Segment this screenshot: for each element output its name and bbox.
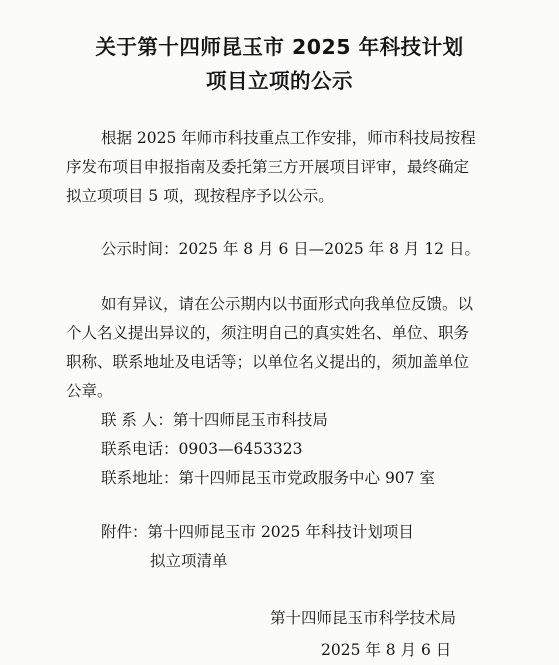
contact-address-value: 第十四师昆玉市党政服务中心 907 室 <box>178 469 435 487</box>
signature-date: 2025 年 8 月 6 日 <box>321 641 452 659</box>
contact-phone-label: 联系电话： <box>101 440 179 458</box>
contact-address-row <box>101 468 435 488</box>
document-title-line2: 项目立项的公示 <box>206 69 353 93</box>
contact-person-row <box>101 410 328 430</box>
attachment-line1: 第十四师昆玉市 2025 年科技计划项目 <box>147 523 414 541</box>
paragraph1-line3: 拟立项项目 5 项，现按程序予以公示。 <box>66 187 334 205</box>
contact-address-label: 联系地址： <box>101 469 179 487</box>
contact-person-label: 联 系 人： <box>101 411 173 429</box>
contact-person-value: 第十四师昆玉市科技局 <box>172 411 328 429</box>
contact-phone-value: 0903—6453323 <box>178 440 303 458</box>
contact-phone-row <box>101 439 303 459</box>
publicity-period: 公示时间：2025 年 8 月 6 日—2025 年 8 月 12 日。 <box>101 240 480 258</box>
paragraph1-line1: 根据 2025 年师市科技重点工作安排，师市科技局按程 <box>101 129 476 147</box>
attachment-label: 附件： <box>101 523 148 541</box>
paragraph2-line2: 个人名义提出异议的，须注明自己的真实姓名、单位、职务 <box>66 324 470 342</box>
paragraph2-line3: 职称、联系地址及电话等；以单位名义提出的，须加盖单位 <box>66 353 470 371</box>
paragraph2-line4: 公章。 <box>66 382 113 400</box>
signature-org: 第十四师昆玉市科学技术局 <box>270 609 457 627</box>
paragraph1-line2: 序发布项目申报指南及委托第三方开展项目评审，最终确定 <box>66 158 470 176</box>
attachment-row <box>101 522 414 542</box>
document-title-line1: 关于第十四师昆玉市 2025 年科技计划 <box>95 35 464 59</box>
paragraph2-line1: 如有异议，请在公示期内以书面形式向我单位反馈。以 <box>101 295 474 313</box>
attachment-line2: 拟立项清单 <box>150 552 228 570</box>
